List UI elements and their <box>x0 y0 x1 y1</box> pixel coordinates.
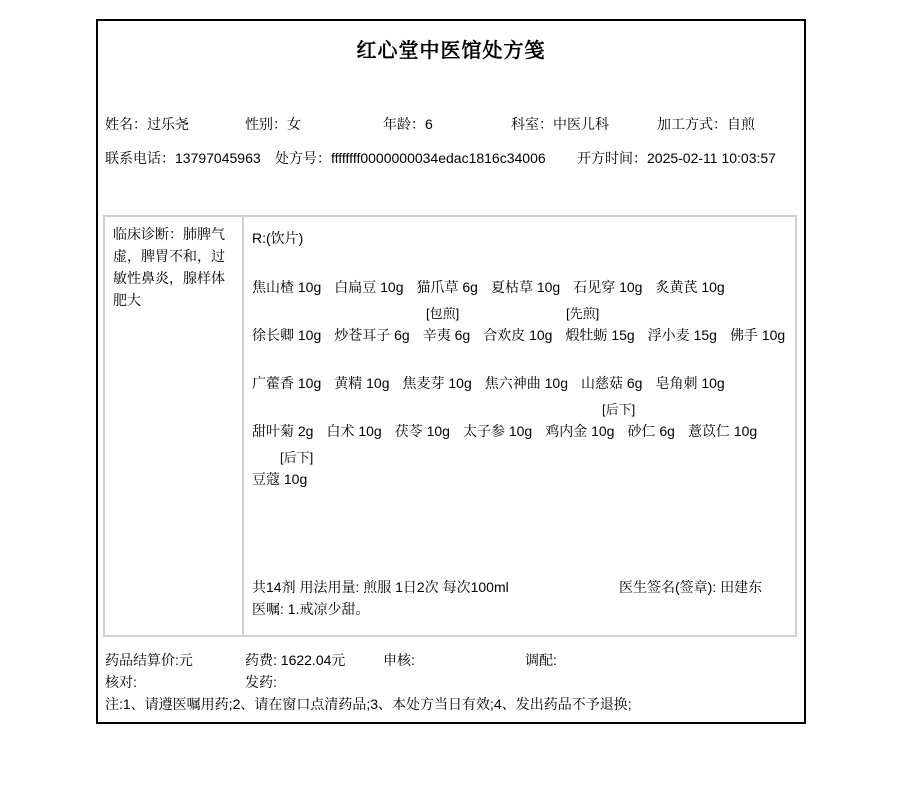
herb-item: 白扁豆 10g <box>334 279 404 295</box>
field-name-label: 姓名： <box>105 116 147 132</box>
field-department <box>511 114 609 134</box>
herb-item: 佛手 10g <box>729 327 786 343</box>
usage-line: 共14剂 用法用量: 煎服 1日2次 每次100ml <box>252 579 509 595</box>
herb-item: 山慈菇 6g <box>581 375 643 391</box>
usage-block <box>252 576 509 620</box>
field-check: 核对: <box>105 674 137 690</box>
field-fee-label: 药费: <box>245 652 281 668</box>
herb-item: 焦麦芽 10g <box>402 375 472 391</box>
field-department-value: 中医儿科 <box>553 116 609 132</box>
field-processing <box>657 114 755 134</box>
herb-item: 焦山楂 10g <box>252 279 322 295</box>
field-review: 申核: <box>383 652 415 668</box>
herb-item: 茯苓 10g <box>394 423 450 439</box>
doctor-signature-label: 医生签名(签章): <box>619 579 721 595</box>
herb-item: 辛夷 6g <box>422 327 471 343</box>
field-phone-label: 联系电话： <box>105 150 175 166</box>
field-processing-value: 自煎 <box>727 116 755 132</box>
herb-item: 豆蔻 10g <box>252 471 308 487</box>
field-name <box>105 114 189 134</box>
herb-row <box>252 421 757 441</box>
diagnosis-label: 临床诊断： <box>113 226 183 242</box>
field-issue-time-label: 开方时间： <box>577 150 647 166</box>
prescription-sheet <box>96 19 806 724</box>
field-phone-value: 13797045963 <box>175 150 261 166</box>
rx-header: R:(饮片) <box>252 230 304 246</box>
decoct-annotation-houxia: [后下] <box>602 402 636 417</box>
field-phone <box>105 148 261 168</box>
footer-note: 注:1、请遵医嘱用药;2、请在窗口点清药品;3、本处方当日有效;4、发出药品不予退换; <box>105 696 632 712</box>
decoct-annotation-houxia: [后下] <box>280 450 314 465</box>
field-dispense: 发药: <box>245 674 277 690</box>
herb-item: 夏枯草 10g <box>490 279 561 295</box>
doctor-signature-name: 田建东 <box>720 579 763 595</box>
herb-item: 白术 10g <box>326 423 382 439</box>
diagnosis-cell <box>105 217 244 635</box>
field-fee-value: 1622.04元 <box>280 652 346 668</box>
doctor-signature <box>619 576 781 598</box>
herb-item: 合欢皮 10g <box>483 327 553 343</box>
prescription-table <box>103 215 797 637</box>
field-name-value: 过乐尧 <box>147 116 189 132</box>
herb-item: 太子参 10g <box>462 423 533 439</box>
decoct-annotation-xianjian: [先煎] <box>566 306 600 321</box>
advice-line: 医嘱: 1.戒凉少甜。 <box>252 601 370 617</box>
herb-item: 炒苍耳子 6g <box>334 327 410 343</box>
field-settle-price <box>105 650 193 670</box>
herb-item: 广藿香 10g <box>252 375 322 391</box>
herb-item: 石见穿 10g <box>573 279 643 295</box>
field-fee <box>245 650 345 670</box>
field-settle-price-label: 药品结算价: <box>105 652 179 668</box>
herb-item: 炙黄芪 10g <box>655 279 725 295</box>
field-rx-number-label: 处方号： <box>275 150 331 166</box>
decoct-annotation-baojian: [包煎] <box>426 306 460 321</box>
field-age <box>383 114 433 134</box>
field-gender-label: 性别： <box>245 116 287 132</box>
field-department-label: 科室： <box>511 116 553 132</box>
field-rx-number-value: ffffffff0000000034edac1816c34006 <box>331 150 546 166</box>
herb-item: 浮小麦 15g <box>647 327 717 343</box>
field-compound: 调配: <box>525 652 557 668</box>
herb-item: 甜叶菊 2g <box>252 423 314 439</box>
herb-item: 煅牡蛎 15g <box>565 327 635 343</box>
herb-item: 砂仁 6g <box>627 423 675 439</box>
herb-item: 徐长卿 10g <box>252 327 322 343</box>
field-gender-value: 女 <box>287 116 301 132</box>
herb-item: 皂角刺 10g <box>655 375 725 391</box>
field-age-value: 6 <box>425 116 433 132</box>
field-issue-time-value: 2025-02-11 10:03:57 <box>647 150 776 166</box>
diagnosis-text: 肺脾气虚，脾胃不和，过敏性鼻炎，腺样体肥大 <box>113 226 225 308</box>
herb-row <box>252 277 725 297</box>
field-gender <box>245 114 301 134</box>
herb-row <box>252 469 307 489</box>
herb-item: 焦六神曲 10g <box>484 375 568 391</box>
herb-item: 猫爪草 6g <box>416 279 478 295</box>
herb-item: 鸡内金 10g <box>545 423 615 439</box>
herb-item: 薏苡仁 10g <box>687 423 758 439</box>
page-title: 红心堂中医馆处方笺 <box>356 40 546 62</box>
herb-item: 黄精 10g <box>334 375 390 391</box>
herb-row <box>252 373 725 393</box>
prescription-cell <box>244 217 795 635</box>
field-age-label: 年龄： <box>383 116 425 132</box>
field-settle-price-value: 元 <box>178 652 193 668</box>
field-processing-label: 加工方式： <box>657 116 727 132</box>
herb-row <box>252 325 785 345</box>
field-issue-time <box>577 148 776 168</box>
field-rx-number <box>275 148 546 168</box>
